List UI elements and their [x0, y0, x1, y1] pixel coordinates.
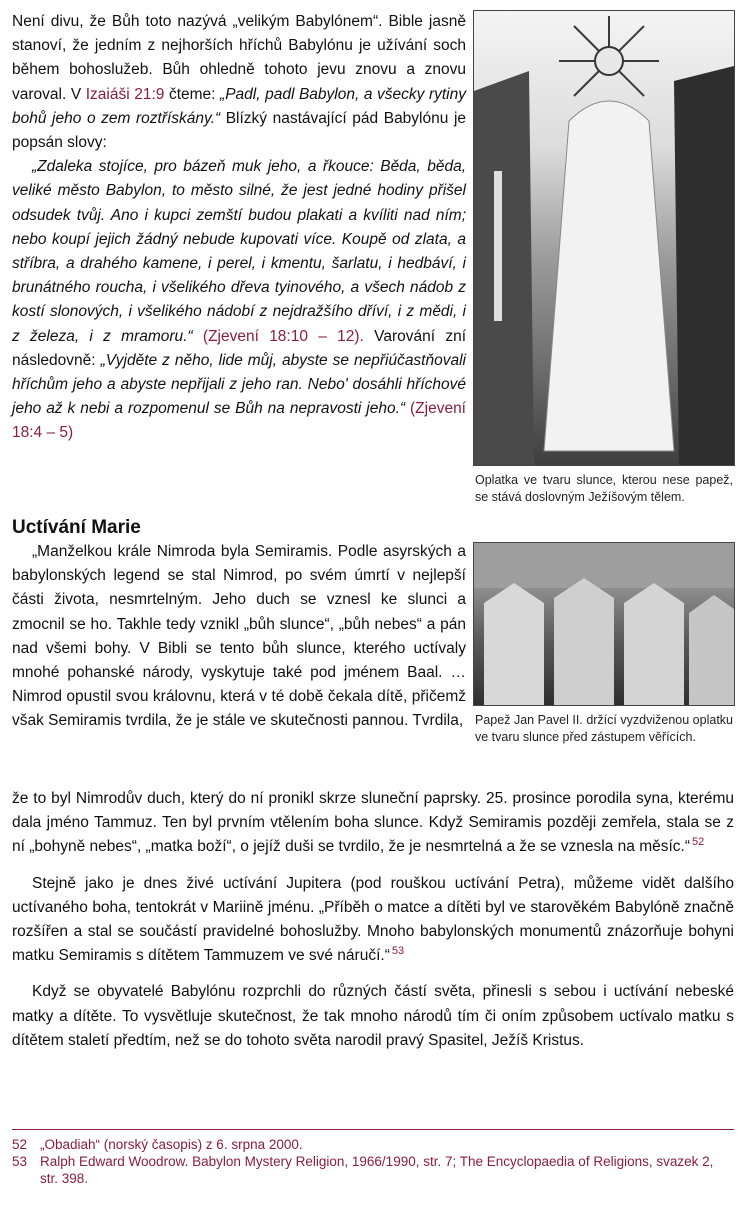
footnote-text: „Obadiah“ (norský časopis) z 6. srpna 2000.: [40, 1137, 303, 1152]
jupiter-text: Stejně jako je dnes živé uctívání Jupitera (pod rouškou uctívání Petra), můžeme vidět dalšího uctívaného boha, tentokrát v Mariině jménu. „Příběh o matce a dítěti byl ve starověkém Babylóně značně rozšířen a stal se součástí pravidelné bohoslužby. Mnoho babylonských monumentů znázorňuje bohyni matku Semiramis s dítětem Tammuzem ve své náručí.“: [12, 874, 734, 965]
footnote-number: 53: [12, 1154, 28, 1169]
dispersion-paragraph: Když se obyvatelé Babylónu rozprchli do různých částí světa, přinesli s sebou i uctívání nebeské matky a dítěte. To vysvětluje skutečnost, že tak mnoho národů tím či oním způsobem uctívalo matku s dítětem staletí předtím, než se do tohoto světa narodil pravý Spasitel, Ježíš Kristus.: [12, 983, 734, 1049]
vested-figure: [554, 578, 614, 705]
bible-reference: (Zjevení 18:4 – 5): [12, 400, 466, 442]
bible-reference: Izaiáši 21:9: [85, 85, 165, 103]
photo-illustration: [474, 11, 734, 465]
footnote-text: Ralph Edward Woodrow. Babylon Mystery Religion, 1966/1990, str. 7; The Encyclopaedia of Religions, svazek 2, str. 398.: [40, 1154, 714, 1186]
vested-figure: [689, 595, 734, 705]
figure-left: [474, 71, 534, 465]
isaiah-quote: „Padl, padl Babylon, a všecky rytiny bohů jeho o zem roztřískány.“: [12, 85, 466, 127]
footnote-marker[interactable]: 52: [692, 836, 705, 849]
host-circle: [595, 47, 623, 75]
photo-caption-2: Papež Jan Pavel II. držící vyzdviženou oplatku ve tvaru slunce před zástupem věřících.: [475, 713, 733, 744]
footnote-item: [12, 1136, 734, 1153]
pope-monstrance-photo: [473, 10, 735, 466]
pope-crowd-photo: [473, 542, 735, 706]
warning-text: Varování zní následovně:: [12, 327, 466, 369]
bible-reference: (Zjevení 18:10 – 12).: [202, 327, 364, 345]
intro-column: [12, 10, 466, 446]
revelation-quote-1: „Zdaleka stojíce, pro bázeň muk jeho, a řkouce: Běda, běda, veliké město Babylon, to město silné, že jest jedné hodiny přišel odsudek tvůj. Ano i kupci zemští budou plakati a kvíliti nad ním; nebo koupí jejich žádný nebude kupovati více. Koupě od zlata, a stříbra, a drahého kamene, i perel, i kmentu, šarlatu, i hedbáví, i brunátného roucha, i všelikého dřeva tyinového, a všech nádob z kostí slonových, i všelikého nádobí z nejdražšího dříví, i z mědi, i z železa, i z mramoru.“: [12, 158, 466, 345]
continued-text: že to byl Nimrodův duch, který do ní pronikl skrze sluneční paprsky. 25. prosince porodila syna, kterému dala jméno Tammuz. Ten byl prvním vtělením boha slunce. Když Semiramis později zemřela, stala se z ní „bohyně nebes“, „matka boží“, o jejíž duši se tvrdilo, že je nesmrtelná a že se vznesla na měsíc.“: [12, 790, 734, 856]
footnote-separator: [12, 1129, 734, 1130]
photo-caption-1: Oplatka ve tvaru slunce, kterou nese papež, se stává doslovným Ježíšovým tělem.: [475, 473, 733, 504]
intro-paragraph: [12, 10, 466, 155]
footnote-item: [12, 1153, 734, 1187]
footnote-marker[interactable]: 53: [391, 945, 405, 958]
jupiter-paragraph: [12, 872, 734, 969]
semiramis-paragraph: „Manželkou krále Nimroda byla Semiramis. Podle asyrských a babylonských legend se stal Nimrod, po svém úmrtí v nejlepší části života, nesmrtelným. Jeho duch se vznesl ke slunci a zmocnil se ho. Takhle tedy vznikl „bůh slunce“, „bůh nebes“ a pán nad všemi bohy. V Bibli se tento bůh slunce, kterého uctívaly mnohé pohanské národy, vyskytuje také pod jménem Baal. … Nimrod opustil svou královnu, která v té době čekala dítě, přičemž však Semiramis tvrdila, že je stále ve skutečnosti pannou. Tvrdila,: [12, 543, 466, 730]
candle: [494, 171, 502, 321]
intro-text-c: Blízký nastávající pád Babylónu je popsán slovy:: [12, 109, 467, 152]
figure-right: [674, 66, 734, 465]
revelation-quote-2: „Vyjděte z něho, lide můj, abyste se nepřiúčastňovali hříchům jeho a abyste nepřijali z jeho ran. Nebo' dosáhli hříchové jeho až k nebi a rozpomenul se Bůh na nepravosti jeho.“: [12, 351, 466, 418]
intro-text-b: čteme:: [168, 85, 216, 103]
full-width-text: [12, 787, 734, 1053]
footnotes: [12, 1136, 734, 1187]
footnote-number: 52: [12, 1137, 28, 1152]
intro-text: Není divu, že Bůh toto nazývá „velikým Babylónem“. Bible jasně stanoví, že jedním z nejhorších hříchů Babylónu je užívání soch během bohoslužeb. Bůh ohledně tohoto jevu znovu a znovu varoval. V: [12, 13, 466, 103]
crowd-illustration: [474, 543, 734, 705]
revelation-quote-paragraph: [12, 155, 466, 445]
vested-figure: [484, 583, 544, 705]
section-heading: Uctívání Marie: [12, 517, 141, 538]
semiramis-paragraph-continued: [12, 787, 734, 860]
section-column: [12, 540, 466, 734]
vested-figure: [624, 583, 684, 705]
white-vestment: [544, 101, 674, 451]
crowd-background: [474, 543, 734, 588]
